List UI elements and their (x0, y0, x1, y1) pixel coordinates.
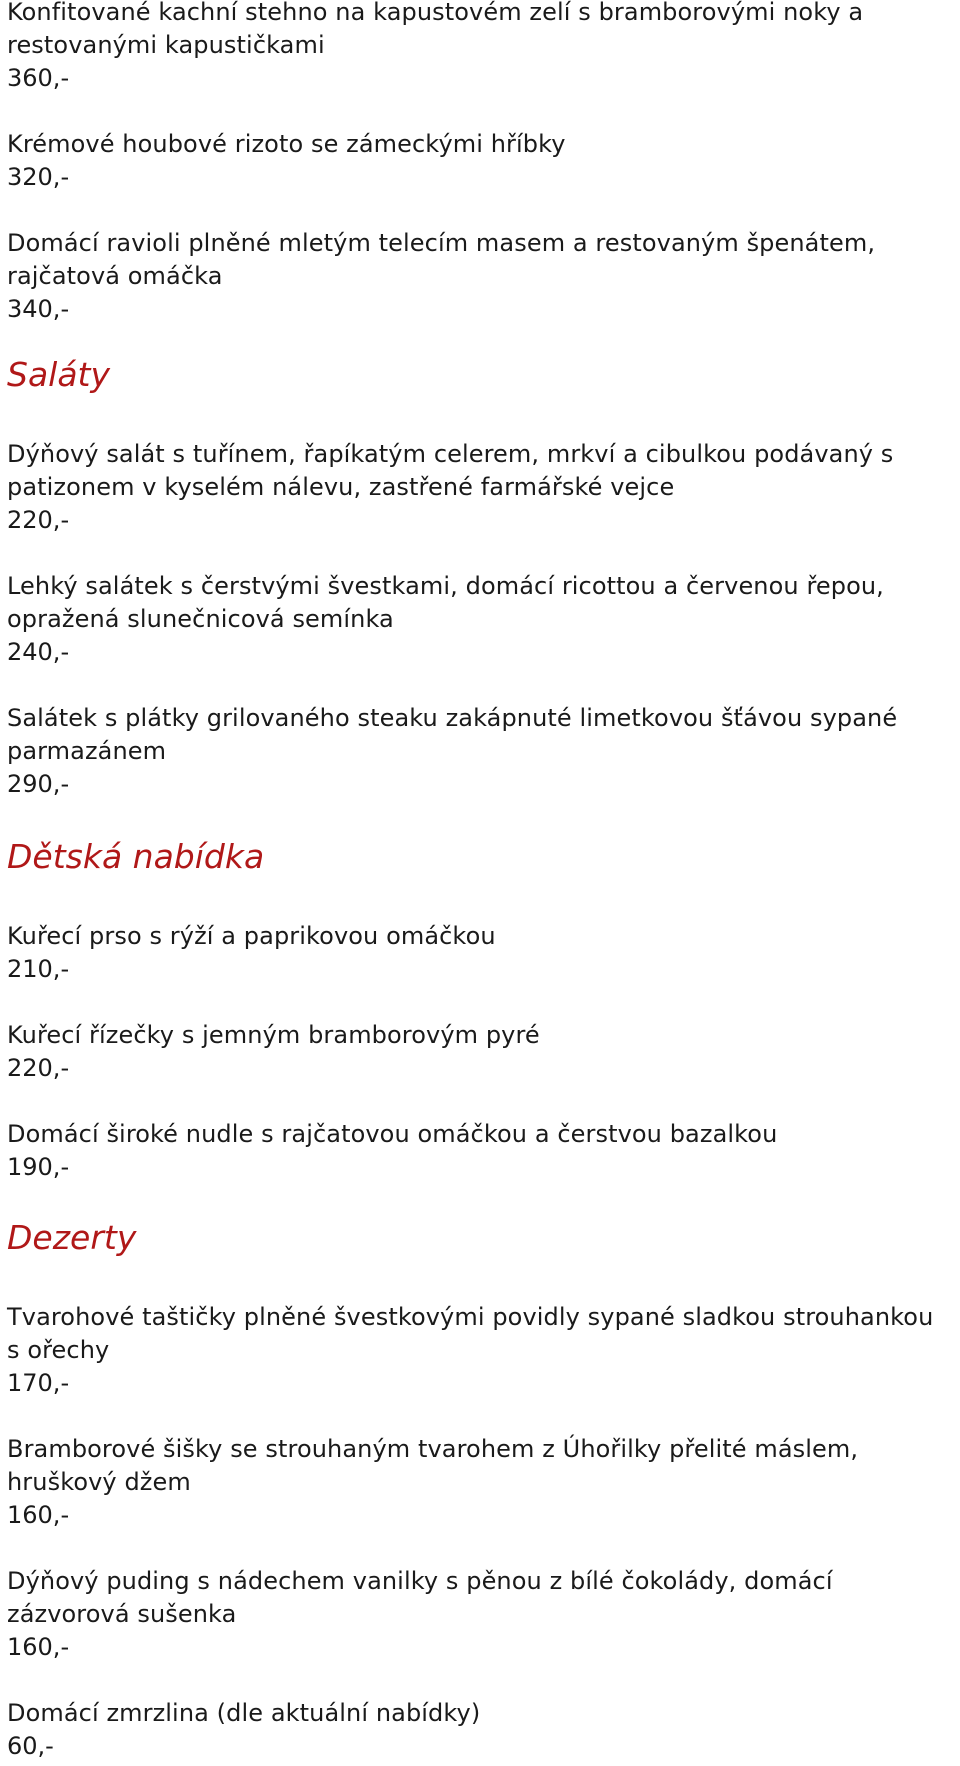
menu-item-price: 220,- (7, 506, 70, 534)
menu-item-name: Krémové houbové rizoto se zámeckými hříbky (7, 130, 566, 158)
menu-item-name: Kuřecí prso s rýží a paprikovou omáčkou (7, 922, 496, 950)
menu-item (7, 1301, 952, 1400)
section-title-salaty: Saláty (7, 355, 111, 394)
menu-item-price: 190,- (7, 1153, 70, 1181)
intro-items (7, 0, 952, 326)
menu-item (7, 1433, 952, 1532)
menu-item-price: 210,- (7, 955, 70, 983)
menu-item-price: 290,- (7, 770, 70, 798)
menu-item-name: Tvarohové taštičky plněné švestkovými povidly sypané sladkou strouhankou s ořechy (7, 1303, 934, 1364)
menu-item-name: Lehký salátek s čerstvými švestkami, domácí ricottou a červenou řepou, opražená slunečnicová semínka (7, 572, 884, 633)
menu-item (7, 1697, 952, 1763)
menu-item-price: 220,- (7, 1054, 70, 1082)
menu-item-price: 170,- (7, 1369, 70, 1397)
menu-item (7, 1118, 952, 1184)
section-title-dezerty: Dezerty (7, 1218, 137, 1257)
menu-item-name: Domácí zmrzlina (dle aktuální nabídky) (7, 1699, 481, 1727)
menu-item-name: Domácí ravioli plněné mletým telecím masem a restovaným špenátem, rajčatová omáčka (7, 229, 876, 290)
menu-item-price: 320,- (7, 163, 70, 191)
menu-item-price: 340,- (7, 295, 70, 323)
menu-item-price: 160,- (7, 1501, 70, 1529)
menu-item (7, 1565, 952, 1664)
menu-item-name: Kuřecí řízečky s jemným bramborovým pyré (7, 1021, 540, 1049)
menu-item-price: 60,- (7, 1732, 54, 1760)
section-title-detska-nabidka: Dětská nabídka (7, 837, 265, 876)
menu-item-price: 360,- (7, 64, 70, 92)
menu-item (7, 227, 952, 326)
menu-item-price: 240,- (7, 638, 70, 666)
menu-item (7, 570, 952, 669)
menu-item-name: Dýňový puding s nádechem vanilky s pěnou z bílé čokolády, domácí zázvorová sušenka (7, 1567, 833, 1628)
section-dezerty-items (7, 1301, 952, 1763)
menu-item (7, 0, 952, 95)
menu-item (7, 920, 952, 986)
menu-item-name: Domácí široké nudle s rajčatovou omáčkou a čerstvou bazalkou (7, 1120, 778, 1148)
menu-item-name: Bramborové šišky se strouhaným tvarohem z Úhořilky přelité máslem, hruškový džem (7, 1435, 859, 1496)
menu-item-name: Salátek s plátky grilovaného steaku zakápnuté limetkovou šťávou sypané parmazánem (7, 704, 898, 765)
menu-item (7, 702, 952, 801)
section-detska-items (7, 920, 952, 1184)
menu-item-name: Konfitované kachní stehno na kapustovém zelí s bramborovými noky a restovanými kapustičkami (7, 0, 864, 59)
section-salaty-items (7, 438, 952, 801)
menu-item-price: 160,- (7, 1633, 70, 1661)
menu-item-name: Dýňový salát s tuřínem, řapíkatým celerem, mrkví a cibulkou podávaný s patizonem v kyselém nálevu, zastřené farmářské vejce (7, 440, 894, 501)
menu-item (7, 128, 952, 194)
menu-item (7, 438, 952, 537)
menu-item (7, 1019, 952, 1085)
